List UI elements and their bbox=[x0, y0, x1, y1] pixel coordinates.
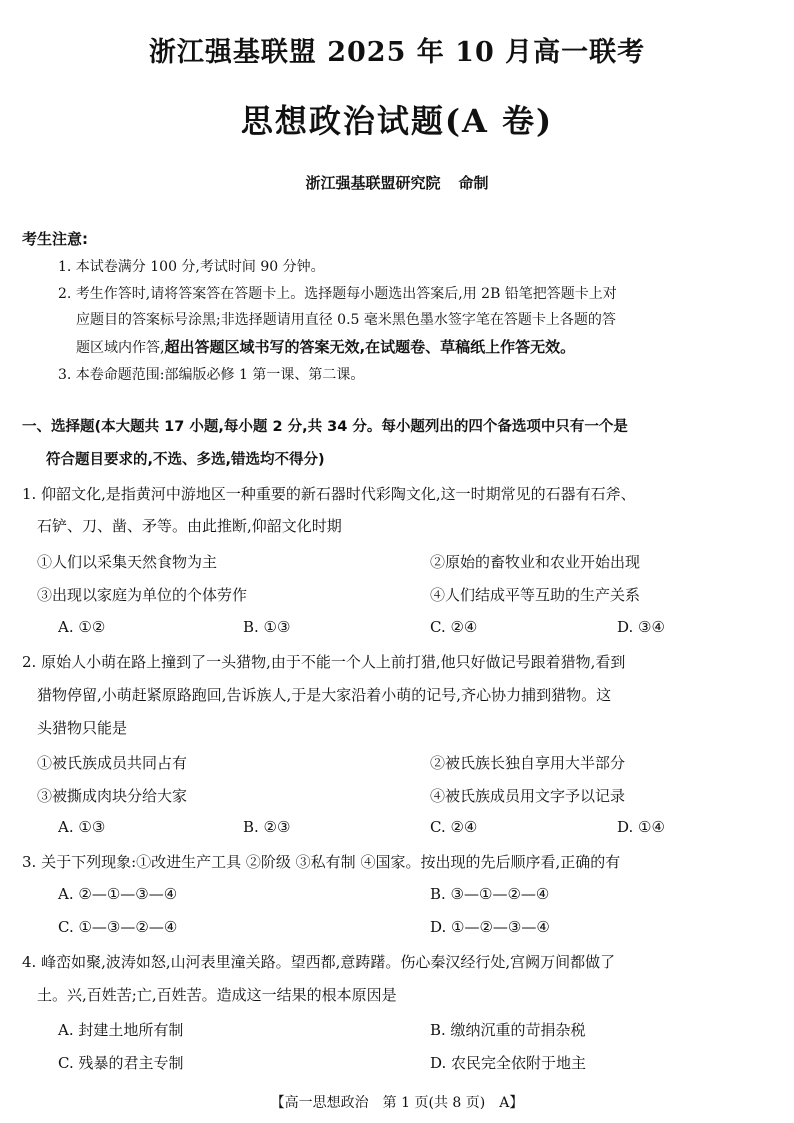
notice-item-2-tail: 题区域内作答, bbox=[76, 340, 165, 356]
q2-item-4: ④被氏族成员用文字予以记录 bbox=[430, 787, 626, 805]
notice-heading: 考生注意: bbox=[22, 230, 88, 248]
q3-choice-a: A. ②—①—③—④ bbox=[58, 885, 178, 903]
notice-item-2: 2. 考生作答时,请将答案答在答题卡上。选择题每小题选出答案后,用 2B 铅笔把答题卡上对 bbox=[58, 286, 617, 302]
exam-title: 浙江强基联盟 2025 年 10 月高一联考 bbox=[148, 37, 646, 68]
q4-choice-d: D. 农民完全依附于地主 bbox=[430, 1054, 587, 1072]
author-line bbox=[0, 172, 794, 193]
q1-item-2: ②原始的畜牧业和农业开始出现 bbox=[430, 553, 641, 571]
q3-choice-c: C. ①—③—②—④ bbox=[58, 918, 178, 936]
question-2-stem-end: 头猎物只能是 bbox=[37, 719, 128, 737]
page-footer: 【高一思想政治 第 1 页(共 8 页) A】 bbox=[270, 1095, 524, 1111]
q2-choice-d: D. ①④ bbox=[617, 818, 665, 836]
question-4-stem-cont: 土。兴,百姓苦;亡,百姓苦。造成这一结果的根本原因是 bbox=[37, 986, 397, 1004]
q3-choice-b: B. ③—①—②—④ bbox=[430, 885, 550, 903]
q4-choice-a: A. 封建土地所有制 bbox=[58, 1021, 184, 1039]
notice-item-3: 3. 本卷命题范围:部编版必修 1 第一课、第二课。 bbox=[58, 367, 365, 383]
q2-choice-c: C. ②④ bbox=[430, 818, 478, 836]
q1-choice-b: B. ①③ bbox=[243, 618, 291, 636]
author-name: 浙江强基联盟研究院 bbox=[305, 174, 441, 192]
section-heading: 一、选择题(本大题共 17 小题,每小题 2 分,共 34 分。每小题列出的四个备选项中只有一个是 bbox=[22, 419, 628, 435]
q4-choice-b: B. 缴纳沉重的苛捐杂税 bbox=[430, 1021, 586, 1039]
q4-choice-c: C. 残暴的君主专制 bbox=[58, 1054, 184, 1072]
question-4-stem: 4. 峰峦如聚,波涛如怒,山河表里潼关路。望西都,意踌躇。伤心秦汉经行处,宫阙万间都做了 bbox=[22, 953, 616, 971]
q3-choice-d: D. ①—②—③—④ bbox=[430, 918, 550, 936]
q2-item-3: ③被撕成肉块分给大家 bbox=[37, 787, 188, 805]
q1-choice-d: D. ③④ bbox=[617, 618, 665, 636]
question-2-stem-cont: 猎物停留,小萌赶紧原路跑回,告诉族人,于是大家沿着小萌的记号,齐心协力捕到猎物。这 bbox=[37, 686, 612, 704]
question-2-stem: 2. 原始人小萌在路上撞到了一头猎物,由于不能一个人上前打猎,他只好做记号跟着猎物,看到 bbox=[22, 653, 626, 671]
notice-warning: 超出答题区域书写的答案无效,在试题卷、草稿纸上作答无效。 bbox=[164, 338, 576, 356]
notice-item-2-end bbox=[76, 337, 575, 358]
notice-item-1: 1. 本试卷满分 100 分,考试时间 90 分钟。 bbox=[58, 259, 325, 275]
section-heading-cont: 符合题目要求的,不选、多选,错选均不得分) bbox=[46, 452, 325, 468]
q1-item-4: ④人们结成平等互助的生产关系 bbox=[430, 586, 641, 604]
q1-item-3: ③出现以家庭为单位的个体劳作 bbox=[37, 586, 248, 604]
question-1-stem: 1. 仰韶文化,是指黄河中游地区一种重要的新石器时代彩陶文化,这一时期常见的石器有石斧、 bbox=[22, 485, 636, 503]
q1-choice-a: A. ①② bbox=[58, 618, 106, 636]
question-1-stem-cont: 石铲、刀、凿、矛等。由此推断,仰韶文化时期 bbox=[37, 517, 342, 535]
q2-item-2: ②被氏族长独自享用大半部分 bbox=[430, 754, 626, 772]
author-suffix: 命制 bbox=[458, 174, 489, 192]
q1-item-1: ①人们以采集天然食物为主 bbox=[37, 553, 218, 571]
exam-subject-title: 思想政治试题(A 卷) bbox=[240, 102, 554, 140]
notice-item-2-cont: 应题目的答案标号涂黑;非选择题请用直径 0.5 毫米黑色墨水签字笔在答题卡上各题的答 bbox=[76, 312, 616, 328]
q2-item-1: ①被氏族成员共同占有 bbox=[37, 754, 188, 772]
q2-choice-b: B. ②③ bbox=[243, 818, 291, 836]
q2-choice-a: A. ①③ bbox=[58, 818, 106, 836]
question-3-stem: 3. 关于下列现象:①改进生产工具 ②阶级 ③私有制 ④国家。按出现的先后顺序看,正确的有 bbox=[22, 853, 621, 871]
q1-choice-c: C. ②④ bbox=[430, 618, 478, 636]
